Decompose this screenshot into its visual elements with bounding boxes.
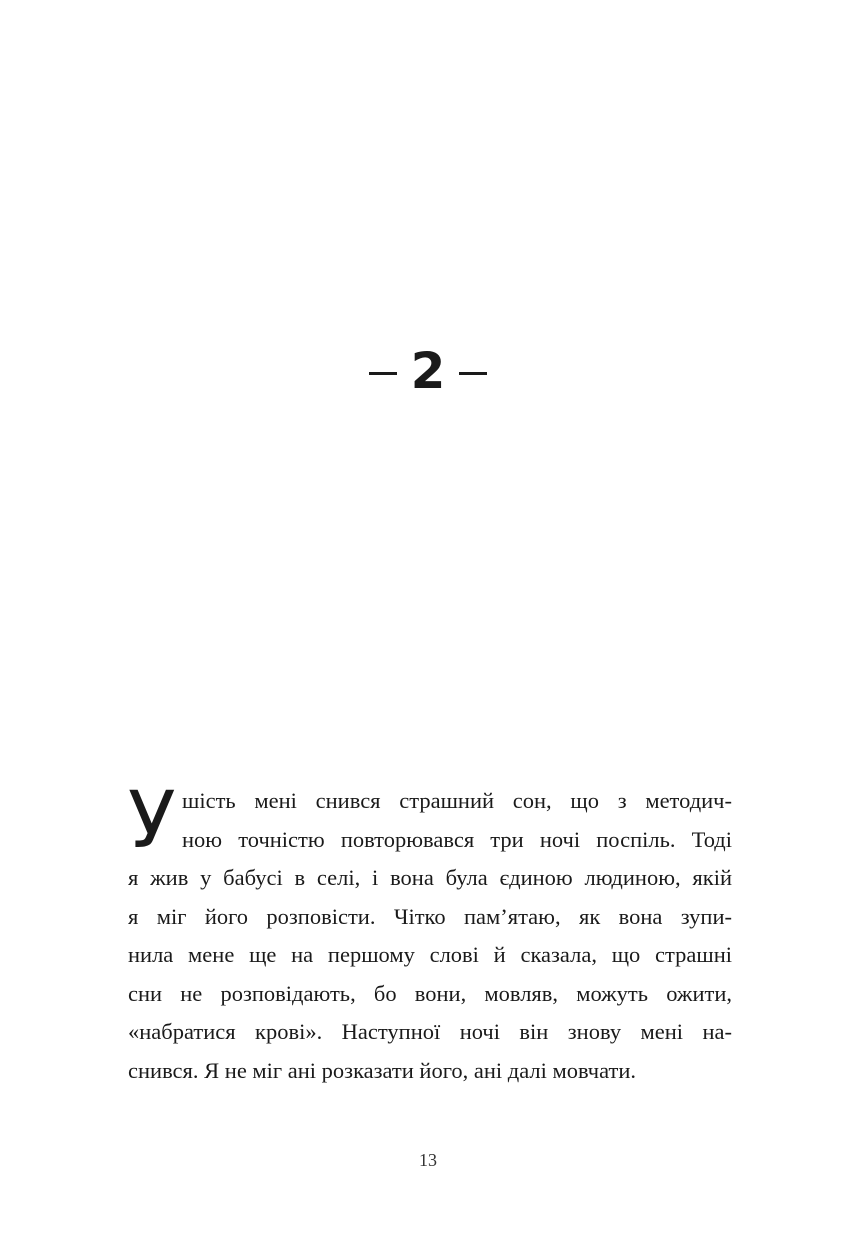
page-number: 13 (419, 1150, 437, 1170)
chapter-heading (0, 338, 856, 408)
paragraph-line: шість мені снився страшний сон, що з методич- (182, 788, 732, 813)
paragraph-line: «набратися крові». Наступної ночі він знову мені на- (128, 1019, 732, 1044)
chapter-number: 2 (410, 342, 446, 400)
paragraph-line: я міг його розповісти. Чітко пам’ятаю, як вона зупи- (128, 903, 732, 929)
paragraph-line: сни не розповідають, бо вони, мовляв, можуть ожити, (128, 980, 732, 1006)
paragraph-line: ною точністю повторювався три ночі поспіль. Тоді (182, 826, 732, 852)
body-paragraph (128, 776, 732, 1090)
paragraph-line: снився. Я не міг ані розказати його, ані далі мовчати. (128, 1057, 637, 1083)
dash-right-decoration (459, 372, 487, 375)
drop-cap: У (128, 776, 176, 866)
paragraph-line: я жив у бабусі в селі, і вона була єдиною людиною, якій (128, 865, 732, 890)
paragraph-line: нила мене ще на першому слові й сказала, що страшні (128, 942, 732, 967)
dash-left-decoration (369, 372, 397, 375)
